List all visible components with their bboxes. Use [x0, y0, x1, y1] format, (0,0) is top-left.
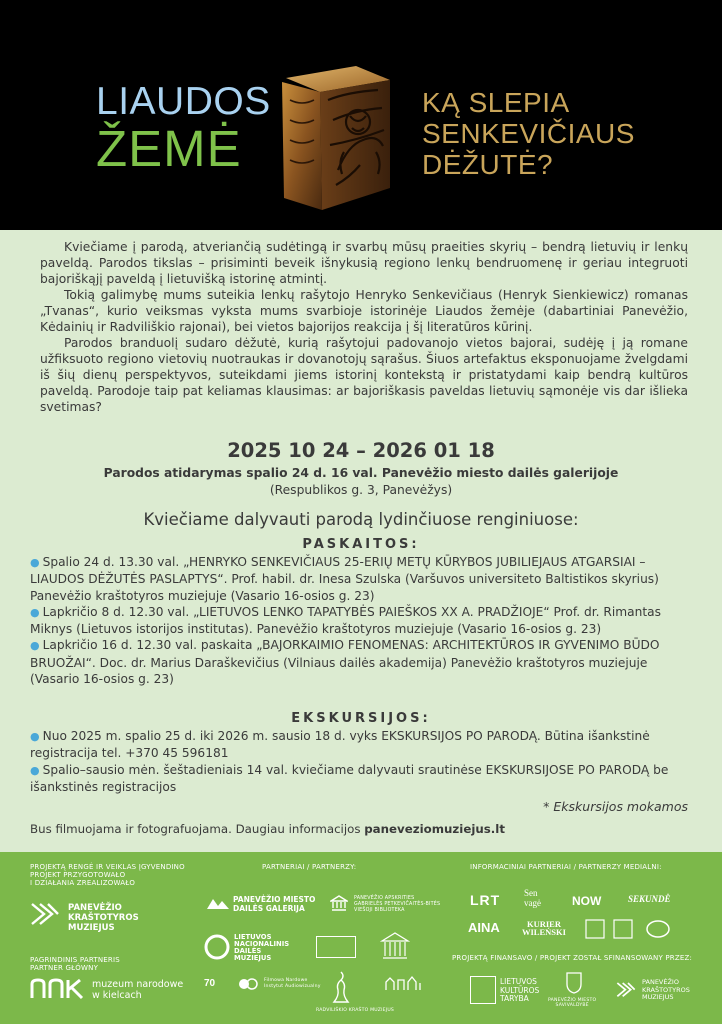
funder-pkm: PANEVĖŽIO KRAŠTOTYROS MUZIEJUS — [642, 978, 690, 1001]
library-logo-icon — [330, 894, 348, 912]
exhibition-title — [96, 80, 271, 177]
ldm-logo-icon — [204, 934, 230, 960]
lecture-text: Spalio 24 d. 13.30 val. „HENRYKO SENKEVIČIAUS 25-ERIŲ METŲ KŪRYBOS JUBILIEJAUS ATGARSIAI – LIAUDOS DĖŽUTĖS PASLAPTYS“. Prof. habil. dr. Inesa Szulska (Varšuvos universiteto Baltistikos skyrius) Panevėžio kraštotyros muziejuje (Vasario 16-osios g. 23) — [30, 555, 659, 603]
exhibition-subtitle — [422, 87, 635, 180]
subtitle-line-1: KĄ SLEPIA — [422, 87, 570, 118]
partners-footer — [0, 852, 722, 1024]
partner-ldm: LIETUVOS NACIONALINIS DAILĖS MUZIEJUS — [234, 933, 290, 962]
bullet-icon: ● — [30, 763, 40, 777]
excursions-heading: EKSKURSIJOS: — [291, 711, 431, 726]
partner-fina: Filmowa Nardowe Instytut Audiowizualny — [264, 978, 321, 989]
fina-logo-icon — [238, 978, 262, 990]
excursion-item — [30, 728, 692, 762]
funding-label: PROJEKTĄ FINANSAVO / PROJEKT ZOSTAŁ SFINANSOWANY PRZEZ: — [452, 954, 692, 962]
lecture-item — [30, 554, 692, 604]
city-crest-icon — [566, 972, 582, 994]
media-kurier: KURIER WILEŃSKI — [522, 919, 566, 937]
bullet-icon: ● — [30, 605, 40, 619]
lecture-text: Lapkričio 8 d. 12.30 val. „LIETUVOS LENKO TAPATYBĖS PAIEŠKOS XX A. PRADŽIOJE“ Prof. dr. Rimantas Miknys (Lietuvos istorijos institutas). Panevėžio kraštotyros muziejuje (Vasario 16-osios g. 23) — [30, 604, 661, 637]
bullet-icon: ● — [30, 730, 40, 743]
excursions-list — [30, 728, 692, 795]
funder-ltk: LIETUVOS KULTŪROS TARYBA — [500, 977, 540, 1003]
mnk-logo-icon — [30, 978, 86, 1000]
subtitle-line-2: SENKEVIČIAUS — [422, 118, 635, 149]
media-sekunde: SEKUNDĖ — [628, 894, 671, 904]
partner-museum: PANEVĖŽIO APSKRITIES GABRIELĖS PETKEVIČAITĖS-BITĖS VIEŠOJI BIBLIOTEKA — [354, 896, 441, 913]
media-now: NOW — [572, 894, 602, 908]
partners-label: PARTNERIAI / PARTNERZY: — [262, 863, 357, 871]
intro-paragraph-3: Parodos branduolį sudaro dėžutė, kurią rašytojui padovanojo vietos bajorai, sudėję į ją romane užfiksuoto regiono vietovių nuotraukas ir dovanotojų sąrašus. Šiuos artefaktus eksponuojame žvelgdami iš šių dienų perspektyvos, suteikdami jiems istorinį kontekstą ir pristatydami kaip bendrą kultūros paveldą. Parodoje taip pat keliamas klausimas: ar bajoriškasis paveldas lietuvių sąmonėje vis dar išlieka svetimas? — [40, 336, 688, 414]
filming-note — [30, 822, 505, 836]
bullet-icon: ● — [30, 556, 40, 569]
lecture-item — [30, 604, 692, 638]
events-invite-heading: Kviečiame dalyvauti parodą lydinčiuose renginiuose: — [143, 510, 579, 529]
media-aina: AINA — [468, 920, 500, 935]
media-lrt: LRT — [470, 892, 501, 908]
gallery-logo-icon — [206, 896, 230, 910]
media-senvage: Sen vagė — [524, 888, 541, 908]
excursion-text: Spalio–sausio mėn. šeštadieniais 14 val. kviečiame dalyvauti srautinėse EKSKURSIJOSE PO PARODĄ be išankstinės registracijos — [30, 762, 669, 794]
excursion-item — [30, 762, 692, 796]
lectures-heading: PASKAITOS: — [302, 537, 420, 552]
lecture-item — [30, 637, 692, 687]
website-link[interactable]: paneveziomuziejus.lt — [364, 822, 505, 836]
main-partner-label: PAGRINDINIS PARTNERIS PARTNER GŁÓWNY — [30, 956, 120, 972]
pkm-small-logo-icon — [616, 980, 636, 998]
organizer-label: PROJEKTĄ RENGĖ IR VEIKLAS ĮGYVENDINO PROJEKT PRZYGOTOWAŁO I DZIAŁANIA ZREALIZOWAŁO — [30, 863, 185, 887]
intro-paragraph-2: Tokią galimybę mums suteikia lenkų rašytojo Henryko Senkevičiaus (Henryk Sienkiewicz) romanas „Tvanas“, kurio veiksmas vyksta mums svarbioje istorinėje Liaudos žemėje (dabartiniai Panevėžio, Kėdainių ir Radviliškio rajonai), bei vietos bajorijos reakcija į šį literatūros kūrinį. — [40, 288, 688, 334]
partner-radviliskis: RADVILIŠKIO KRAŠTO MUZIEJUS — [316, 1008, 395, 1013]
bullet-icon: ● — [30, 639, 40, 653]
funder-city: PANEVĖŽIO MIESTO SAVIVALDYBĖ — [548, 998, 597, 1008]
partner-gallery: PANEVĖŽIO MIESTO DAILĖS GALERIJA — [233, 895, 316, 913]
partner-70: 70 — [204, 978, 216, 989]
lecture-text: Lapkričio 16 d. 12.30 val. paskaita „BAJORKAIMIO FENOMENAS: ARCHITEKTŪROS IR GYVENIMO BŪDO BRUOŽAI“. Doc. dr. Marius Daraškevičius (Vilniaus dailės akademija) Panevėžio kraštotyros muziejuje (Vasario 16-osios g. 23) — [30, 638, 660, 687]
media-label: INFORMACINIAI PARTNERIAI / PARTNERZY MEDIALNI: — [470, 863, 662, 871]
exhibition-dates: 2025 10 24 – 2026 01 18 — [227, 439, 495, 462]
nbd-logo-icon — [316, 936, 356, 958]
excursion-text: Nuo 2025 m. spalio 25 d. iki 2026 m. sausio 18 d. vyks EKSKURSIJOS PO PARODĄ. Būtina išankstinė registracija tel. +370 45 596181 — [30, 729, 650, 761]
intro-paragraph-1: Kviečiame į parodą, atveriančią sudėtingą ir svarbų mūsų praeities skyrių – bendrą lietuvių ir lenkų paveldą. Parodos tikslas – prisiminti beveik išnykusią regiono lenkų bendruomenę ir geriau integruoti bajoriškąjį paveldą į lietuvišką istorinę atmintį. — [40, 240, 688, 286]
title-zeme: ŽEMĖ — [96, 120, 242, 177]
media-logos-icon — [584, 918, 670, 940]
town-logo-icon — [384, 974, 424, 992]
title-liaudos: LIAUDOS — [96, 80, 271, 123]
statue-logo-icon — [332, 970, 350, 1004]
filming-text: Bus filmuojama ir fotografuojama. Daugiau informacijos — [30, 822, 365, 836]
ltk-logo-icon — [470, 976, 496, 1004]
pkm-logo-icon — [30, 900, 60, 926]
intro-text — [40, 239, 688, 415]
lectures-list — [30, 554, 692, 687]
poster-header — [0, 0, 722, 230]
castle-logo-icon — [380, 930, 410, 960]
main-partner-name: muzeum narodowe w kielcach — [92, 979, 184, 1001]
subtitle-line-3: DĖŽUTĖ? — [422, 149, 554, 180]
senkevicius-box-image — [278, 60, 396, 212]
opening-info: Parodos atidarymas spalio 24 d. 16 val. Panevėžio miesto dailės galerijoje — [103, 466, 619, 480]
organizer-name: PANEVĖŽIO KRAŠTOTYROS MUZIEJUS — [68, 903, 139, 933]
paid-note: * Ekskursijos mokamos — [543, 799, 688, 814]
gallery-address: (Respublikos g. 3, Panevėžys) — [269, 483, 453, 497]
